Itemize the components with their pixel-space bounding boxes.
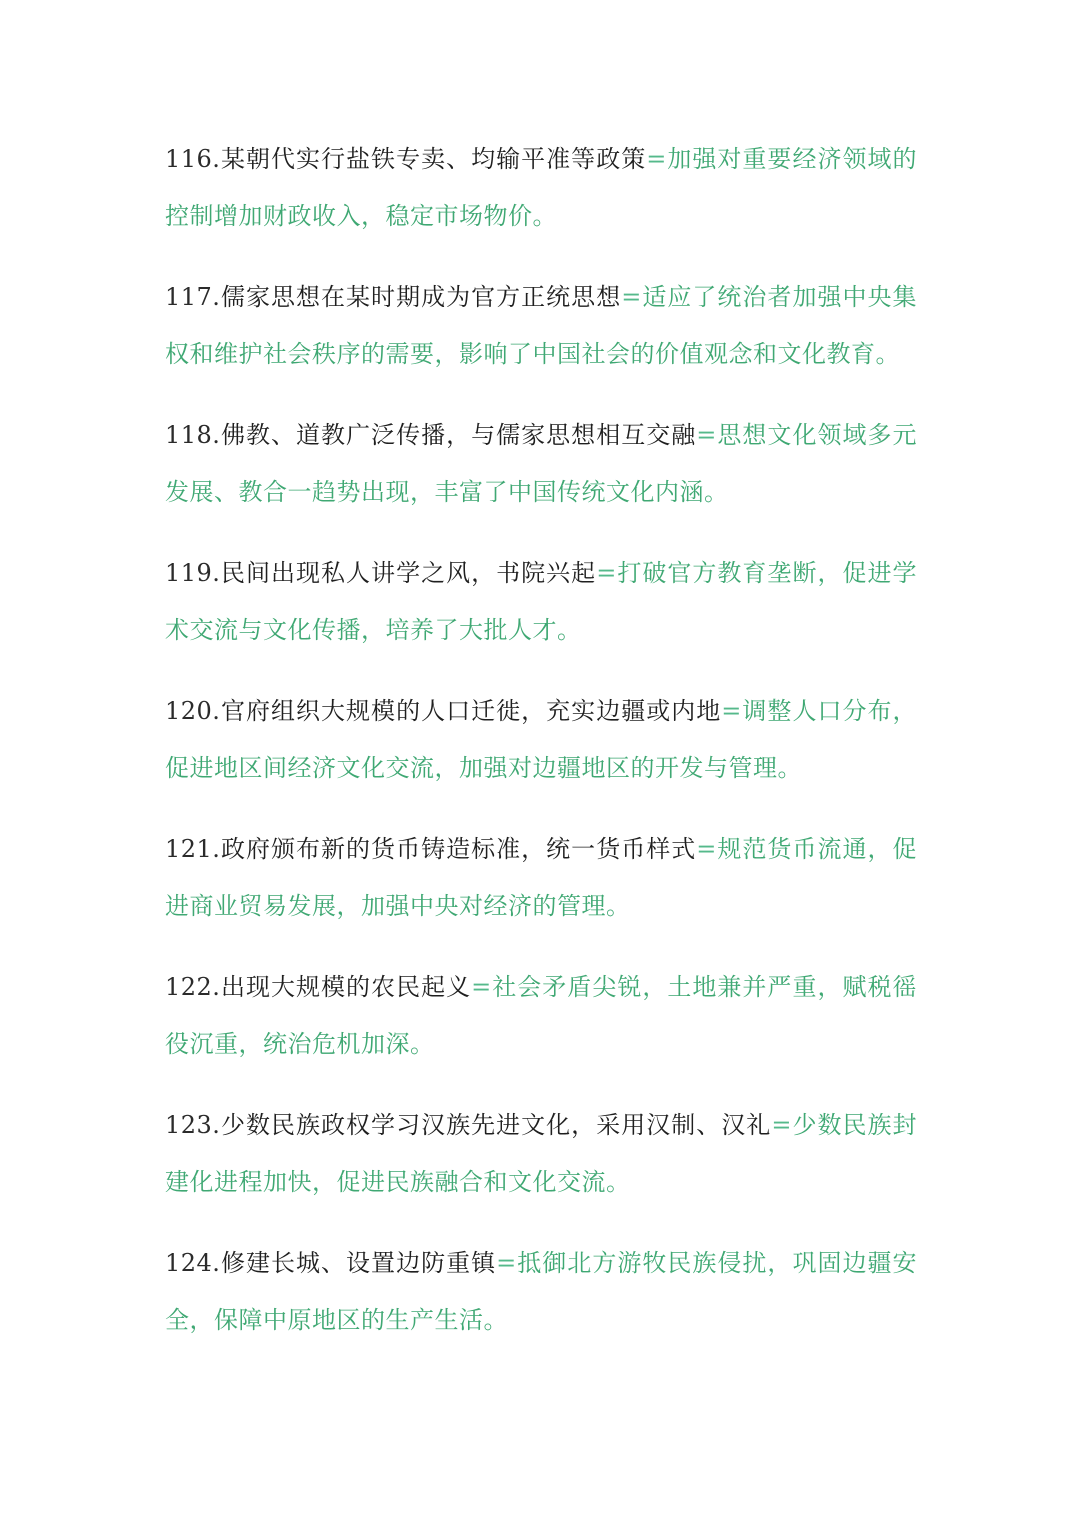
item-question: 政府颁布新的货币铸造标准，统一货币样式 — [220, 835, 697, 863]
item-question: 出现大规模的农民起义 — [220, 973, 472, 1001]
list-item-118 — [165, 407, 917, 521]
item-separator: = — [596, 559, 617, 587]
item-question: 儒家思想在某时期成为官方正统思想 — [220, 283, 622, 311]
item-separator: = — [696, 421, 717, 449]
item-number: 118. — [165, 421, 221, 449]
item-separator: = — [496, 1249, 517, 1277]
item-answer: 少数民族封建化进程加快，促进民族融合和文化交流。 — [165, 1111, 918, 1196]
item-separator: = — [471, 973, 492, 1001]
item-answer: 规范货币流通，促进商业贸易发展，加强中央对经济的管理。 — [165, 835, 918, 920]
item-number: 124. — [165, 1249, 221, 1277]
item-answer: 抵御北方游牧民族侵扰，巩固边疆安全，保障中原地区的生产生活。 — [165, 1249, 918, 1334]
item-separator: = — [646, 145, 667, 173]
item-separator: = — [696, 835, 717, 863]
item-answer: 打破官方教育垄断，促进学术交流与文化传播，培养了大批人才。 — [165, 559, 918, 644]
item-list — [165, 131, 917, 1373]
item-number: 119. — [165, 559, 221, 587]
item-number: 116. — [165, 145, 221, 173]
list-item-117 — [165, 269, 917, 383]
item-answer: 社会矛盾尖锐，土地兼并严重，赋税徭役沉重，统治危机加深。 — [165, 973, 918, 1058]
item-question: 少数民族政权学习汉族先进文化，采用汉制、汉礼 — [220, 1111, 772, 1139]
item-answer: 加强对重要经济领域的控制增加财政收入，稳定市场物价。 — [165, 145, 918, 230]
item-number: 122. — [165, 973, 221, 1001]
list-item-123 — [165, 1097, 917, 1211]
item-question: 民间出现私人讲学之风，书院兴起 — [220, 559, 597, 587]
list-item-124 — [165, 1235, 917, 1349]
item-number: 123. — [165, 1111, 221, 1139]
item-answer: 适应了统治者加强中央集权和维护社会秩序的需要，影响了中国社会的价值观念和文化教育。 — [165, 283, 918, 368]
item-question: 某朝代实行盐铁专卖、均输平准等政策 — [220, 145, 647, 173]
item-question: 佛教、道教广泛传播，与儒家思想相互交融 — [220, 421, 697, 449]
list-item-122 — [165, 959, 917, 1073]
item-number: 117. — [165, 283, 221, 311]
list-item-116 — [165, 131, 917, 245]
list-item-119 — [165, 545, 917, 659]
item-question: 官府组织大规模的人口迁徙，充实边疆或内地 — [220, 697, 722, 725]
list-item-120 — [165, 683, 917, 797]
item-number: 120. — [165, 697, 221, 725]
item-separator: = — [621, 283, 642, 311]
item-separator: = — [771, 1111, 792, 1139]
item-question: 修建长城、设置边防重镇 — [220, 1249, 497, 1277]
item-answer: 思想文化领域多元发展、教合一趋势出现，丰富了中国传统文化内涵。 — [165, 421, 918, 506]
item-separator: = — [721, 697, 742, 725]
item-answer: 调整人口分布，促进地区间经济文化交流，加强对边疆地区的开发与管理。 — [165, 697, 918, 782]
list-item-121 — [165, 821, 917, 935]
item-number: 121. — [165, 835, 221, 863]
